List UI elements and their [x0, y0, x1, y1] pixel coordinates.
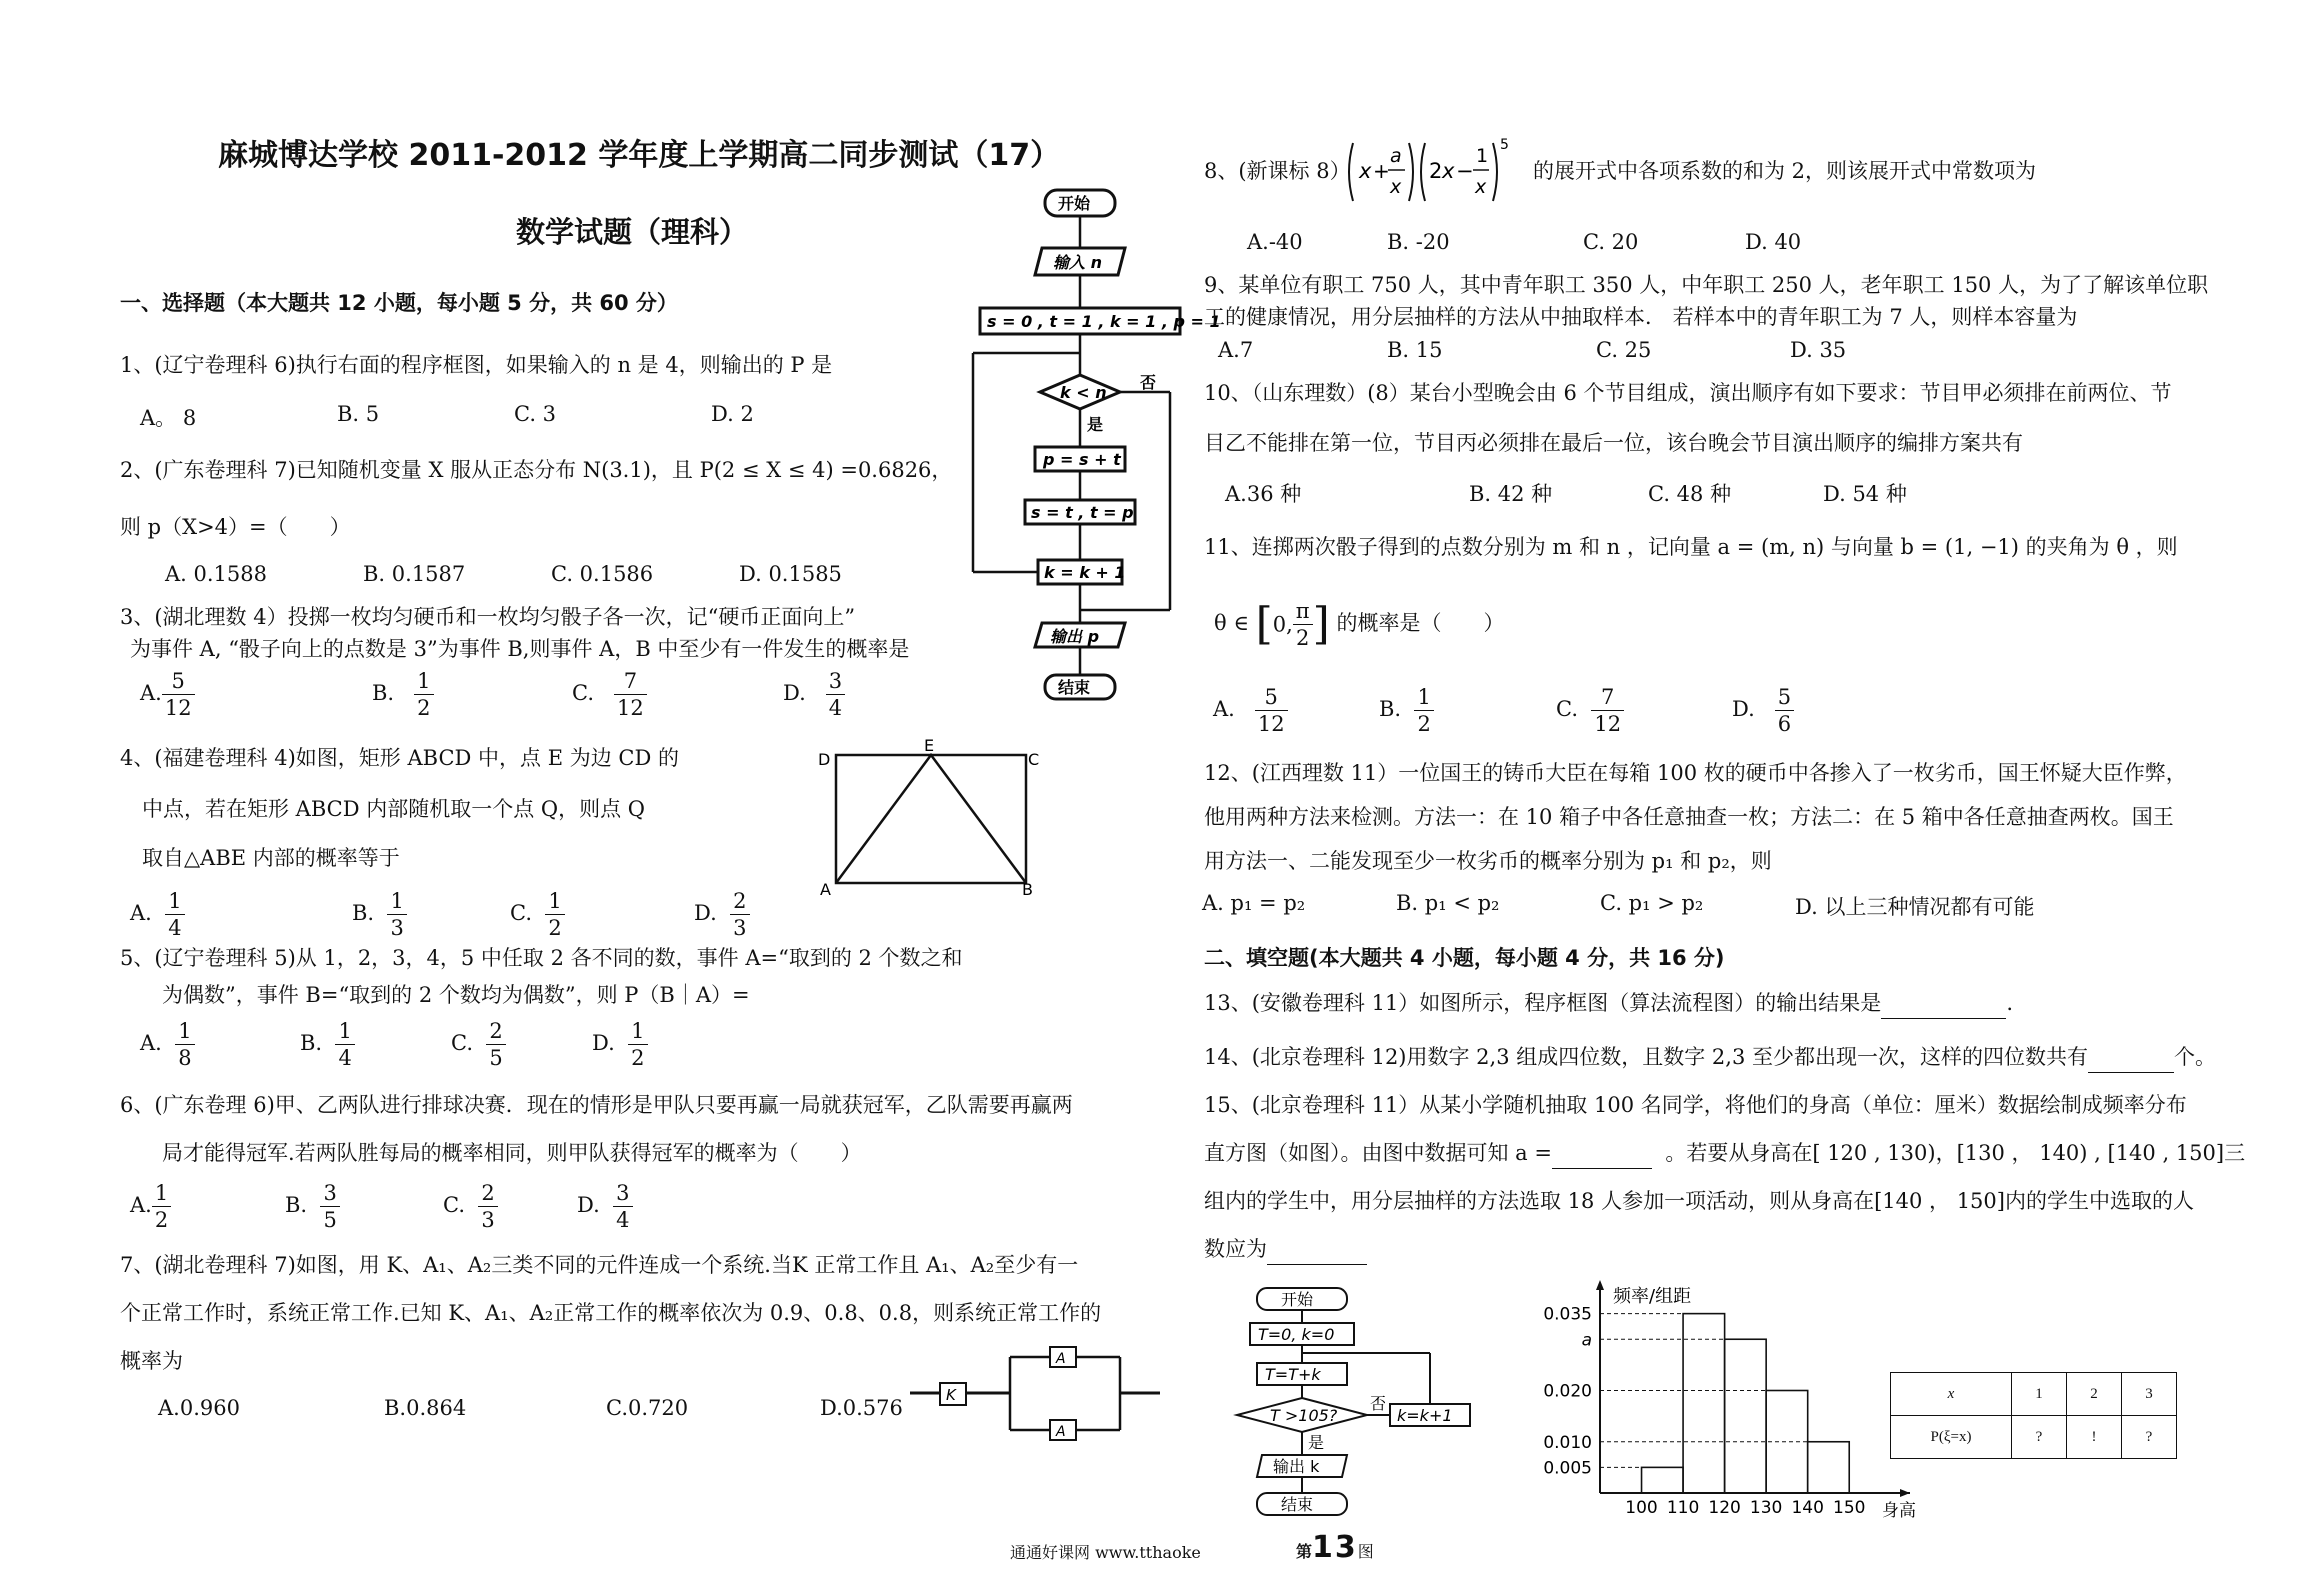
circuit-figure: [910, 1335, 1160, 1445]
q8-option-a: A.-40: [1247, 230, 1303, 254]
svg-text:k < n: k < n: [1060, 383, 1107, 402]
svg-text:T=T+k: T=T+k: [1265, 1365, 1321, 1384]
q6-option-b: B. $\frac{3}{5}$: [285, 1180, 340, 1233]
q12-option-d: D. 以上三种情况都有可能: [1795, 895, 2035, 919]
q6-option-a: A. $\frac{1}{2}$: [130, 1180, 171, 1233]
q12-stem-2: 他用两种方法来检测。方法一：在 10 箱子中各任意抽查一枚；方法二：在 5 箱中各任意抽查两枚。国王: [1204, 805, 2174, 829]
svg-text:x: x: [1359, 159, 1372, 183]
section1-heading: 一、选择题（本大题共 12 小题，每小题 5 分，共 60 分）: [120, 291, 678, 315]
svg-text:s = 0 , t = 1 , k = 1 , p = 1: s = 0 , t = 1 , k = 1 , p = 1: [987, 312, 1221, 331]
histogram-bar-3: [1766, 1391, 1808, 1494]
q4-option-b: B. $\frac{1}{3}$: [352, 888, 407, 941]
svg-text:a: a: [1390, 145, 1402, 167]
q5-stem-2: 为偶数”，事件 B=“取到的 2 个数均为偶数”，则 P（B｜A）=: [162, 983, 750, 1007]
q13-stem: 13、(安徽卷理科 11）如图所示，程序框图（算法流程图）的输出结果是 .: [1204, 988, 2013, 1019]
q15-answer-a-blank[interactable]: [1552, 1138, 1652, 1169]
q1-option-c: C. 3: [514, 402, 557, 426]
svg-text:k=k+1: k=k+1: [1397, 1406, 1453, 1425]
table-cell: ?: [2012, 1416, 2067, 1459]
q4-option-c: C. $\frac{1}{2}$: [510, 888, 565, 941]
q3-option-b: B. $\frac{1}{2}$: [372, 668, 434, 721]
q9-option-a: A.7: [1218, 338, 1254, 362]
q5-option-b: B. $\frac{1}{4}$: [300, 1018, 355, 1071]
q8-prefix: 8、(新课标 8）: [1204, 159, 1351, 183]
svg-text:2: 2: [1429, 159, 1443, 183]
histogram-bar-2: [1725, 1339, 1767, 1493]
q12-option-a: A. p₁ = p₂: [1202, 891, 1306, 915]
y-axis-label: 频率/组距: [1613, 1286, 1692, 1307]
table-cell: P(ξ=x): [1891, 1416, 2012, 1459]
q4-stem: 4、(福建卷理科 4)如图，矩形 ABCD 中，点 E 为边 CD 的: [120, 746, 679, 770]
q14-stem: 14、(北京卷理科 12)用数字 2,3 组成四位数，且数字 2,3 至少都出现一次，这样的四位数共有 个。: [1204, 1042, 2216, 1073]
component-k-label: K: [946, 1386, 956, 1404]
x-tick-label: 100: [1625, 1498, 1658, 1518]
x-tick-label: 150: [1833, 1498, 1866, 1518]
flowchart-q13: [1215, 1283, 1505, 1533]
x-tick-label: 110: [1666, 1498, 1700, 1518]
q8-formula: [1345, 135, 1545, 210]
svg-text:T=0, k=0: T=0, k=0: [1258, 1325, 1335, 1344]
q11-option-d: D. $\frac{5}{6}$: [1732, 684, 1794, 737]
svg-text:开始: 开始: [1058, 194, 1091, 213]
q10-option-b: B. 42 种: [1469, 482, 1553, 506]
svg-text:结束: 结束: [1281, 1495, 1314, 1514]
q6-stem-2: 局才能得冠军.若两队胜每局的概率相同，则甲队获得冠军的概率为（ ）: [162, 1141, 862, 1165]
q6-option-c: C. $\frac{2}{3}$: [443, 1180, 498, 1233]
flow2-no-label: 否: [1370, 1394, 1387, 1413]
table-cell: !: [2067, 1416, 2122, 1459]
flowchart-q1: [965, 185, 1221, 715]
q7-option-d: D.0.576: [820, 1396, 903, 1420]
q7-option-b: B.0.864: [384, 1396, 467, 1420]
q15-stem-2: 直方图（如图）。由图中数据可知 a = 。若要从身高在[ 120 , 130)，[130 ， 140) , [140 , 150]三: [1204, 1138, 2245, 1169]
y-tick-label: 0.005: [1543, 1458, 1592, 1479]
q9-stem-2: 工的健康情况，用分层抽样的方法从中抽取样本． 若样本中的青年职工为 7 人，则样本容量为: [1204, 305, 2078, 329]
q10-option-a: A.36 种: [1225, 482, 1302, 506]
table-cell: 3: [2122, 1373, 2177, 1416]
q11-option-a: A. $\frac{5}{12}$: [1213, 684, 1288, 737]
q3-option-a: A. $\frac{5}{12}$: [140, 668, 195, 721]
q1-option-b: B. 5: [337, 402, 380, 426]
section2-heading: 二、填空题(本大题共 4 小题，每小题 4 分，共 16 分): [1204, 946, 1725, 970]
label-d: D: [818, 750, 831, 769]
label-e: E: [924, 736, 935, 755]
q4-option-a: A. $\frac{1}{4}$: [130, 888, 185, 941]
q12-option-c: C. p₁ > p₂: [1600, 891, 1704, 915]
q12-option-b: B. p₁ < p₂: [1396, 891, 1500, 915]
q9-stem: 9、某单位有职工 750 人，其中青年职工 350 人，中年职工 250 人，老年职工 150 人，为了了解该单位职: [1204, 273, 2209, 297]
q10-option-c: C. 48 种: [1648, 482, 1732, 506]
svg-text:输出 p: 输出 p: [1050, 627, 1100, 646]
q7-option-c: C.0.720: [606, 1396, 689, 1420]
q1-stem: 1、(辽宁卷理科 6)执行右面的程序框图，如果输入的 n 是 4，则输出的 P 是: [120, 353, 833, 377]
q2-stem-2: 则 p（X>4）=（ ）: [120, 515, 351, 539]
distribution-table: [1890, 1372, 2177, 1459]
svg-text:输入 n: 输入 n: [1053, 253, 1102, 272]
q15-stem: 15、(北京卷理科 11）从某小学随机抽取 100 名同学，将他们的身高（单位：厘米）数据绘制成频率分布: [1204, 1093, 2187, 1117]
q1-option-a: A。 8: [140, 406, 197, 430]
q12-stem-3: 用方法一、二能发现至少一枚劣币的概率分别为 p₁ 和 p₂，则: [1204, 849, 1772, 873]
svg-text:5: 5: [1500, 137, 1509, 153]
y-tick-label: a: [1581, 1330, 1592, 1351]
x-axis-arrow: [1900, 1489, 1910, 1497]
svg-text:x: x: [1442, 159, 1455, 183]
q1-option-d: D. 2: [711, 402, 754, 426]
q7-stem-2: 个正常工作时，系统正常工作.已知 K、A₁、A₂正常工作的概率依次为 0.9、0.8、0.8，则系统正常工作的: [120, 1301, 1102, 1325]
svg-text:+: +: [1373, 159, 1390, 183]
q2-option-d: D. 0.1585: [739, 562, 842, 586]
q5-option-a: A. $\frac{1}{8}$: [140, 1018, 195, 1071]
q5-option-d: D. $\frac{1}{2}$: [592, 1018, 648, 1071]
q9-option-d: D. 35: [1790, 338, 1847, 362]
q3-stem-2: 为事件 A, “骰子向上的点数是 3”为事件 B,则事件 A，B 中至少有一件发生的概率是: [130, 637, 910, 661]
x-tick-label: 130: [1749, 1498, 1783, 1518]
svg-text:1: 1: [1476, 145, 1489, 167]
flow1-yes-label: 是: [1087, 415, 1104, 434]
q12-stem: 12、(江西理数 11）一位国王的铸币大臣在每箱 100 枚的硬币中各掺入了一枚劣币，国王怀疑大臣作弊，: [1204, 761, 2187, 785]
svg-text:T >105?: T >105?: [1270, 1406, 1338, 1425]
q8-option-b: B. -20: [1387, 230, 1450, 254]
x-axis-label: 身高: [1882, 1501, 1916, 1521]
q8-option-d: D. 40: [1745, 230, 1802, 254]
label-a: A: [820, 880, 831, 899]
label-c: C: [1028, 750, 1040, 769]
y-tick-label: 0.035: [1543, 1304, 1592, 1325]
table-cell: 1: [2012, 1373, 2067, 1416]
table-cell: x: [1891, 1373, 2012, 1416]
q5-stem: 5、(辽宁卷理科 5)从 1，2，3，4，5 中任取 2 各不同的数，事件 A=“取到的 2 个数之和: [120, 946, 963, 970]
q7-stem-3: 概率为: [120, 1349, 183, 1373]
q11-option-c: C. $\frac{7}{12}$: [1556, 684, 1624, 737]
q6-option-d: D. $\frac{3}{4}$: [577, 1180, 633, 1233]
q5-option-c: C. $\frac{2}{5}$: [451, 1018, 506, 1071]
x-tick-label: 140: [1791, 1498, 1824, 1518]
q8-stem: 的展开式中各项系数的和为 2，则该展开式中常数项为: [1533, 159, 2037, 183]
page-title: 麻城博达学校 2011-2012 学年度上学期高二同步测试（17）: [218, 138, 1061, 173]
component-a2-label: A: [1056, 1424, 1066, 1440]
svg-text:结束: 结束: [1058, 678, 1091, 697]
q6-stem: 6、(广东卷理 6)甲、乙两队进行排球决赛．现在的情形是甲队只要再赢一局就获冠军，乙队需要再赢两: [120, 1093, 1073, 1117]
q11-option-b: B. $\frac{1}{2}$: [1379, 684, 1434, 737]
svg-text:x: x: [1390, 176, 1402, 198]
q2-option-c: C. 0.1586: [551, 562, 654, 586]
q8-option-c: C. 20: [1583, 230, 1639, 254]
table-cell: 2: [2067, 1373, 2122, 1416]
q2-option-a: A. 0.1588: [165, 562, 267, 586]
rectangle-abcd-figure: [810, 735, 1050, 899]
q3-option-c: C. $\frac{7}{12}$: [572, 668, 647, 721]
q15-stem-3: 组内的学生中，用分层抽样的方法选取 18 人参加一项活动，则从身高在[140 ， 150]内的学生中选取的人: [1204, 1189, 2194, 1213]
q4-stem-2: 中点，若在矩形 ABCD 内部随机取一个点 Q，则点 Q: [142, 797, 646, 821]
histogram-bar-4: [1808, 1442, 1850, 1493]
table-cell: ?: [2122, 1416, 2177, 1459]
q3-option-d: D. $\frac{3}{4}$: [783, 668, 845, 721]
y-tick-label: 0.010: [1543, 1432, 1592, 1453]
svg-text:x: x: [1475, 176, 1487, 198]
q10-stem-2: 目乙不能排在第一位，节目丙必须排在最后一位，该台晚会节目演出顺序的编排方案共有: [1204, 431, 2023, 455]
q11-interval: θ ∈ [0, $\frac{\pi}{2}$ ] 的概率是（ ）: [1214, 598, 1505, 650]
x-tick-label: 120: [1708, 1498, 1741, 1518]
q7-stem: 7、(湖北卷理科 7)如图，用 K、A₁、A₂三类不同的元件连成一个系统.当K 正常工作且 A₁、A₂至少有一: [120, 1253, 1079, 1277]
page-subtitle: 数学试题（理科）: [516, 215, 749, 249]
q3-stem: 3、(湖北理数 4）投掷一枚均匀硬币和一枚均匀骰子各一次，记“硬币正面向上”: [120, 605, 856, 629]
flow1-no-label: 否: [1140, 373, 1157, 392]
y-axis-arrow: [1596, 1280, 1604, 1290]
q14-answer-blank[interactable]: [2088, 1042, 2174, 1073]
svg-text:k = k + 1: k = k + 1: [1044, 563, 1126, 582]
q7-option-a: A.0.960: [158, 1396, 240, 1420]
q2-option-b: B. 0.1587: [363, 562, 466, 586]
q4-option-d: D. $\frac{2}{3}$: [694, 888, 750, 941]
q13-answer-blank[interactable]: [1881, 988, 2006, 1019]
q4-stem-3: 取自△ABE 内部的概率等于: [142, 846, 400, 870]
q10-stem: 10、（山东理数）(8）某台小型晚会由 6 个节目组成，演出顺序有如下要求：节目甲必须排在前两位、节: [1204, 381, 2172, 405]
svg-text:p = s + t: p = s + t: [1043, 450, 1121, 469]
histogram-bar-1: [1683, 1314, 1725, 1493]
q15-answer-count-blank[interactable]: [1267, 1234, 1367, 1265]
frequency-histogram: [1525, 1278, 1916, 1521]
q10-option-d: D. 54 种: [1823, 482, 1907, 506]
q2-stem: 2、(广东卷理科 7)已知随机变量 X 服从正态分布 N(3.1)，且 P(2 ≤ X ≤ 4) =0.6826，: [120, 458, 953, 482]
q15-stem-4: 数应为: [1204, 1234, 1367, 1265]
q9-option-c: C. 25: [1596, 338, 1652, 362]
component-a1-label: A: [1056, 1351, 1066, 1367]
footer-site: 通通好课网 www.tthaoke: [1010, 1543, 1201, 1562]
q11-stem: 11、连掷两次骰子得到的点数分别为 m 和 n ，记向量 a = (m, n) 与向量 b = (1, −1) 的夹角为 θ ，则: [1204, 535, 2178, 559]
svg-text:s = t , t = p: s = t , t = p: [1031, 503, 1134, 522]
svg-text:−: −: [1456, 159, 1474, 183]
svg-text:开始: 开始: [1281, 1290, 1314, 1309]
flow2-yes-label: 是: [1308, 1433, 1325, 1452]
q9-option-b: B. 15: [1387, 338, 1443, 362]
svg-text:输出 k: 输出 k: [1273, 1457, 1320, 1476]
footer-page: 第13图: [1296, 1530, 1374, 1565]
y-tick-label: 0.020: [1543, 1381, 1592, 1402]
label-b: B: [1022, 880, 1033, 899]
histogram-bar-0: [1642, 1467, 1684, 1493]
